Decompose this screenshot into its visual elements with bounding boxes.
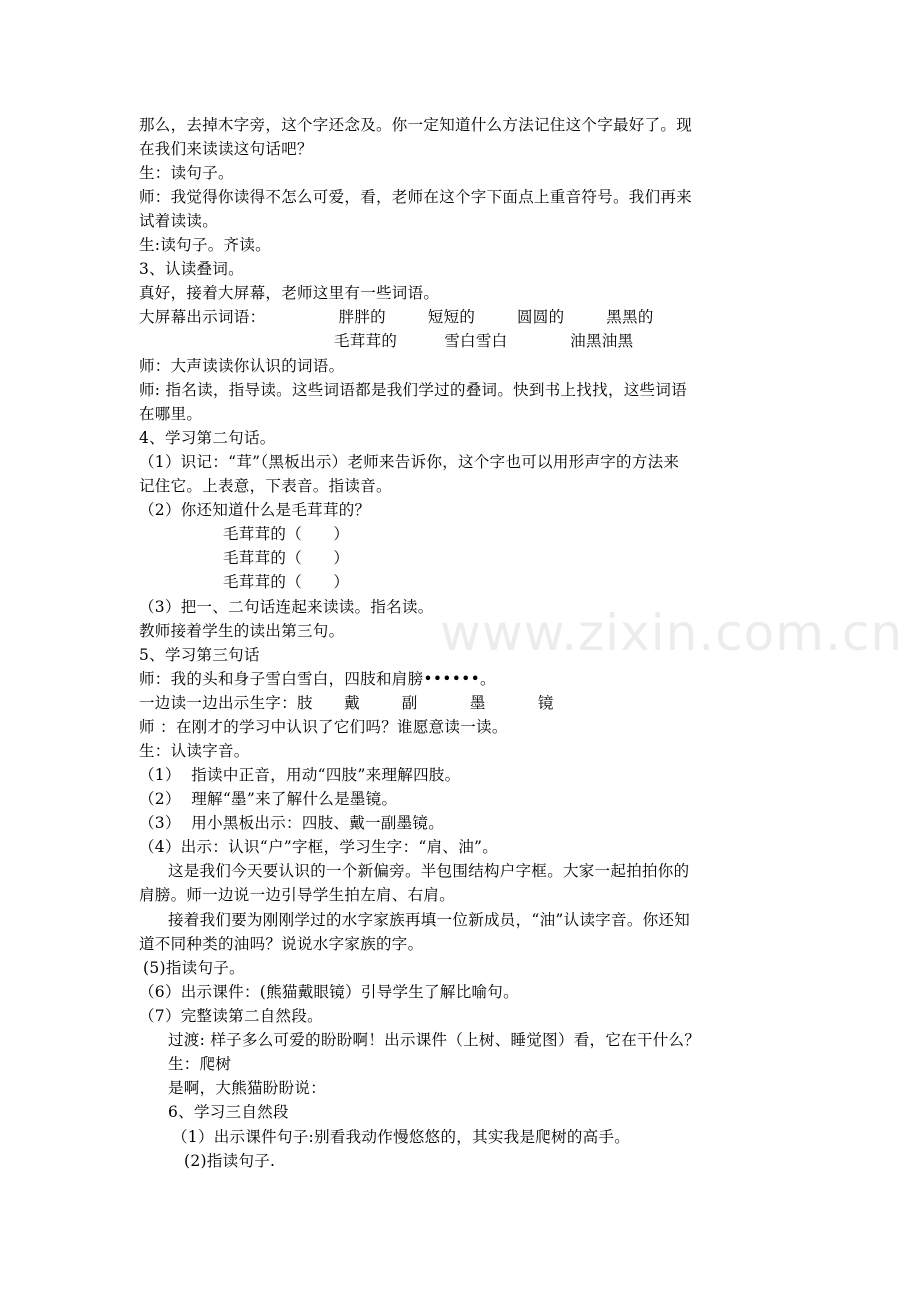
text-line: 在我们来读读这句话吧？ — [139, 140, 313, 158]
text-line: 肩膀。师一边说一边引导学生拍左肩、右肩。 — [139, 886, 456, 904]
text-line: 在哪里。 — [139, 405, 203, 423]
text-line: 生：读句子。 — [139, 164, 234, 182]
text-line: 道不同种类的油吗？说说水字家族的字。 — [139, 935, 424, 953]
text-line: 生：认读字音。 — [139, 742, 250, 760]
text-line: （2）你还知道什么是毛茸茸的？ — [139, 501, 371, 519]
text-line: （6）出示课件：(熊猫戴眼镜）引导学生了解比喻句。 — [139, 983, 519, 1001]
text-line: 师：我的头和身子雪白雪白，四肢和肩膀••••••。 — [139, 670, 496, 688]
text-line: （1） 指读中正音，用动“四肢”来理解四肢。 — [139, 766, 461, 784]
text-line: 这是我们今天要认识的一个新偏旁。半包围结构户字框。大家一起拍拍你的 — [168, 862, 690, 880]
text-line: 大屏幕出示词语： 胖胖的 短短的 圆圆的 黑黑的 — [139, 308, 654, 326]
text-line: 过渡: 样子多么可爱的盼盼啊！出示课件（上树、睡觉图）看，它在干什么？ — [168, 1031, 701, 1049]
text-line: （3）把一、二句话连起来读读。指名读。 — [139, 598, 434, 616]
text-line: 师 ：在刚才的学习中认识了它们吗？谁愿意读一读。 — [139, 718, 508, 736]
text-line: 师：我觉得你读得不怎么可爱，看，老师在这个字下面点上重音符号。我们再来 — [139, 188, 693, 206]
text-line: 毛茸茸的（ ） — [223, 573, 350, 591]
text-line: 4、学习第二句话。 — [139, 429, 276, 447]
text-line: （3） 用小黑板出示：四肢、戴一副墨镜。 — [139, 814, 445, 832]
text-line: 真好，接着大屏幕，老师这里有一些词语。 — [139, 284, 440, 302]
text-line: 6、学习三自然段 — [168, 1103, 289, 1121]
text-line: （2） 理解“墨”来了解什么是墨镜。 — [139, 790, 398, 808]
text-line: 试着读读。 — [139, 212, 219, 230]
text-line: 教师接着学生的读出第三句。 — [139, 622, 345, 640]
text-line: 5、学习第三句话 — [139, 646, 260, 664]
text-line: 毛茸茸的（ ） — [223, 549, 350, 567]
text-line: （7）完整读第二自然段。 — [139, 1007, 323, 1025]
watermark: www.zixin.com.cn — [440, 604, 904, 662]
text-line: 师: 指名读，指导读。这些词语都是我们学过的叠词。快到书上找找，这些词语 — [139, 381, 687, 399]
text-line: 那么，去掉木字旁，这个字还念及。你一定知道什么方法记住这个字最好了。现 — [139, 116, 693, 134]
text-line: 生：爬树 — [168, 1055, 232, 1073]
text-line: 是啊，大熊猫盼盼说： — [168, 1079, 327, 1097]
text-line: 接着我们要为刚刚学过的水字家族再填一位新成员，“油”认读字音。你还知 — [168, 911, 691, 929]
text-line: 毛茸茸的（ ） — [223, 525, 350, 543]
text-line: 3、认读叠词。 — [139, 260, 244, 278]
text-line: 生:读句子。齐读。 — [139, 236, 271, 254]
text-line: （1）出示课件句子:别看我动作慢悠悠的，其实我是爬树的高手。 — [172, 1128, 631, 1146]
text-line: 师：大声读读你认识的词语。 — [139, 357, 345, 375]
text-line: 一边读一边出示生字：肢 戴 副 墨 镜 — [139, 694, 554, 712]
text-line: (2)指读句子. — [184, 1152, 276, 1170]
text-line: (5)指读句子。 — [143, 959, 245, 977]
text-line: （4）出示：认识“户”字框，学习生字：“肩、油”。 — [139, 838, 499, 856]
text-line: 记住它。上表意，下表音。指读音。 — [139, 477, 392, 495]
text-line: 毛茸茸的 雪白雪白 油黑油黑 — [334, 332, 634, 350]
text-line: （1）识记：“茸”（黑板出示）老师来告诉你，这个字也可以用形声字的方法来 — [139, 453, 680, 471]
